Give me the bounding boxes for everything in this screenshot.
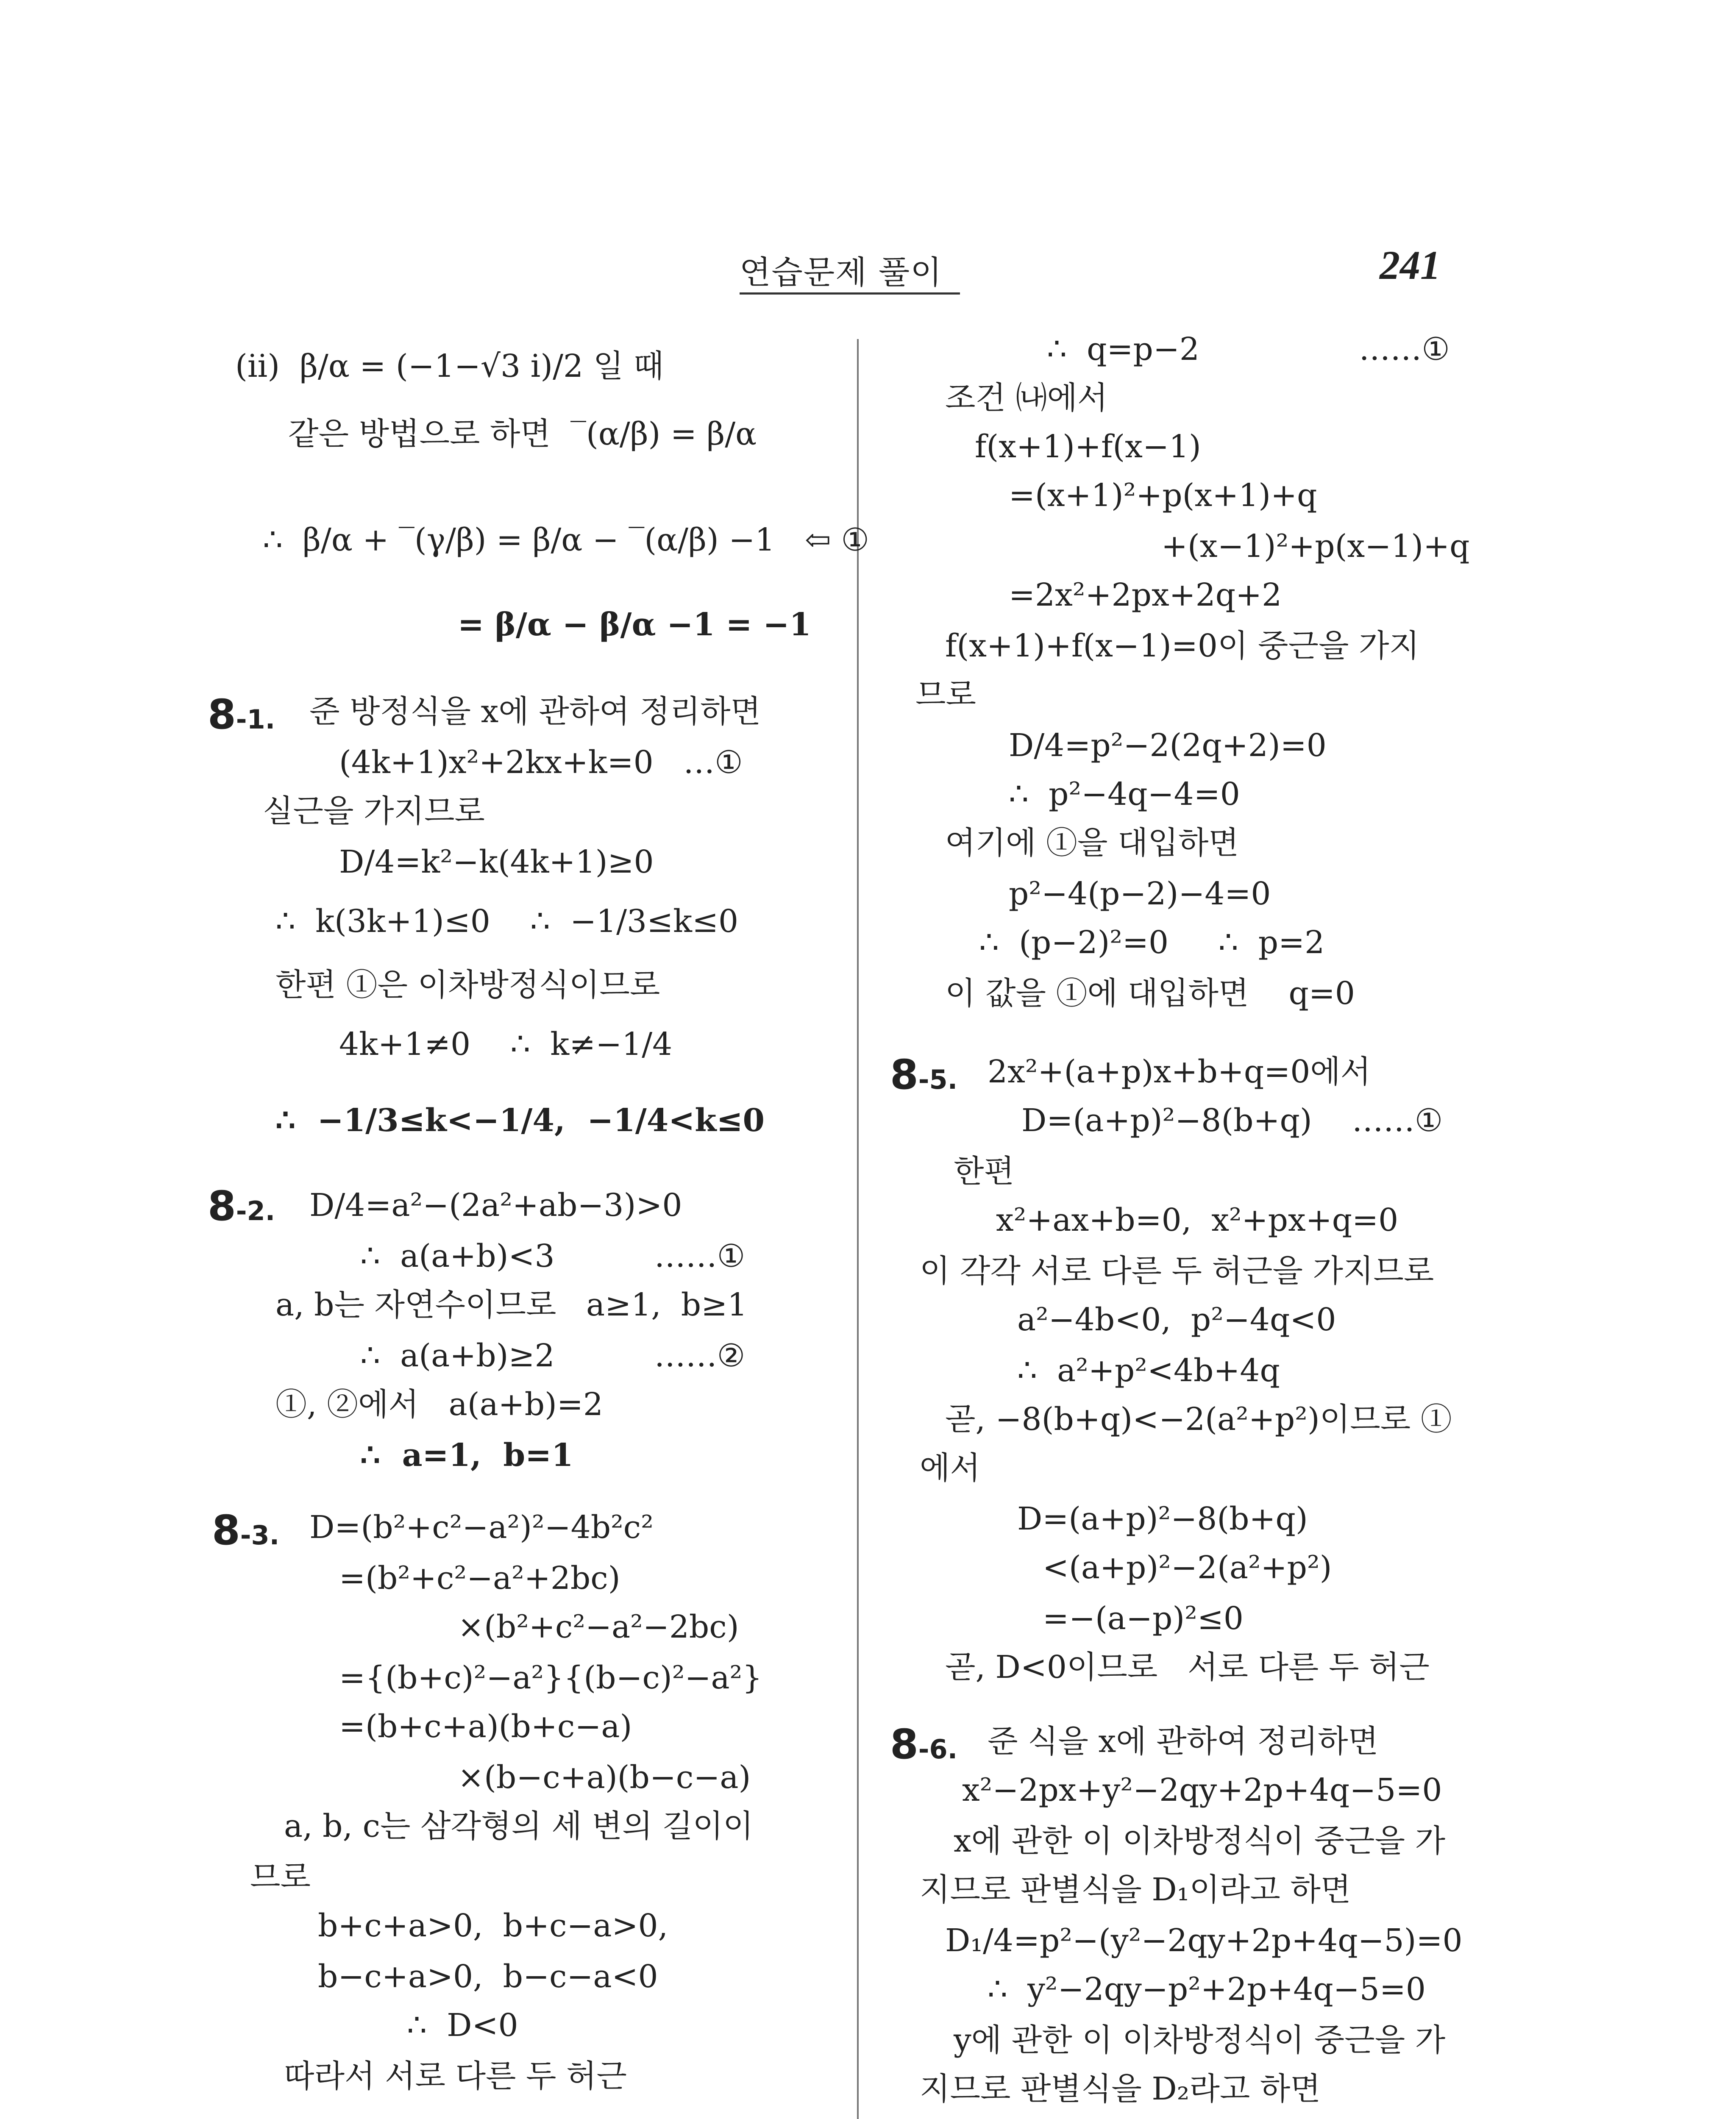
- problem-subnumber: -3.: [240, 1520, 280, 1551]
- problem-subnumber: -5.: [918, 1064, 958, 1095]
- solution-line: 므로: [250, 1859, 311, 1895]
- solution-line: ×(b²+c²−a²−2bc): [458, 1609, 739, 1645]
- solution-line: f(x+1)+f(x−1)=0이 중근을 가지: [945, 628, 1419, 664]
- problem-label-8-2: [208, 1182, 275, 1230]
- solution-line: ∴ a(a+b)≥2 ……②: [360, 1338, 746, 1374]
- solution-line: f(x+1)+f(x−1): [975, 428, 1201, 465]
- solution-line: ∴ y²−2qy−p²+2p+4q−5=0: [988, 1971, 1426, 2008]
- solution-line: 한편 ①은 이차방정식이므로: [275, 967, 660, 1003]
- solution-line: ∴ p²−4q−4=0: [1009, 776, 1240, 812]
- solution-line: ∴ a²+p²<4b+4q: [1017, 1352, 1280, 1389]
- solution-line: 조건 ㈏에서: [945, 380, 1108, 416]
- page-number: 241: [1380, 242, 1441, 288]
- solution-line: ∴ −1/3≤k<−1/4, −1/4<k≤0: [275, 1102, 765, 1139]
- problem-number: 8: [208, 691, 236, 738]
- solution-line: 같은 방법으로 하면 ‾(α/β) = β/α: [288, 416, 757, 452]
- solution-line: ①, ②에서 a(a+b)=2: [275, 1386, 604, 1423]
- solution-line: a, b는 자연수이므로 a≥1, b≥1: [275, 1287, 748, 1323]
- solution-line: 실근을 가지므로: [263, 793, 485, 829]
- solution-line: 곧, D<0이므로 서로 다른 두 허근: [945, 1649, 1430, 1685]
- solution-line: ={(b+c)²−a²}{(b−c)²−a²}: [339, 1660, 762, 1696]
- solution-line: 한편: [954, 1153, 1014, 1190]
- solution-line: ×(b−c+a)(b−c−a): [458, 1759, 751, 1796]
- solution-line: D₁/4=p²−(y²−2qy+2p+4q−5)=0: [945, 1922, 1463, 1959]
- solution-line: x에 관한 이 이차방정식이 중근을 가: [954, 1823, 1446, 1859]
- solution-line: ∴ a=1, b=1: [360, 1437, 573, 1474]
- problem-number: 8: [890, 1051, 918, 1098]
- problem-subnumber: -1.: [236, 704, 275, 735]
- solution-line: a²−4b<0, p²−4q<0: [1017, 1301, 1336, 1338]
- solution-line: 4k+1≠0 ∴ k≠−1/4: [339, 1026, 673, 1062]
- solution-line: b−c+a>0, b−c−a<0: [318, 1958, 658, 1995]
- problem-number: 8: [208, 1182, 236, 1230]
- problem-label-8-5: [890, 1051, 957, 1098]
- problem-label-8-1: [208, 691, 275, 738]
- problem-subnumber: -6.: [918, 1734, 958, 1765]
- solution-line: 여기에 ①을 대입하면: [945, 825, 1239, 861]
- solution-line: =(b²+c²−a²+2bc): [339, 1560, 620, 1596]
- solution-line: <(a+p)²−2(a²+p²): [1043, 1549, 1332, 1586]
- solution-line: x²+ax+b=0, x²+px+q=0: [996, 1202, 1399, 1238]
- problem-number: 8: [212, 1507, 240, 1554]
- solution-line: =−(a−p)²≤0: [1043, 1600, 1244, 1637]
- solution-line: 준 방정식을 x에 관하여 정리하면: [309, 693, 761, 730]
- solution-line: (4k+1)x²+2kx+k=0 …①: [339, 744, 743, 781]
- solution-line: D/4=k²−k(4k+1)≥0: [339, 844, 654, 880]
- problem-number: 8: [890, 1721, 918, 1768]
- solution-line: ∴ β/α + ‾(γ/β) = β/α − ‾(α/β) −1 ⇦ ①: [263, 522, 869, 558]
- solution-line: y에 관한 이 이차방정식이 중근을 가: [954, 2022, 1446, 2058]
- solution-line: 지므로 판별식을 D₂라고 하면: [920, 2071, 1321, 2107]
- solution-line: D/4=p²−2(2q+2)=0: [1009, 727, 1327, 764]
- solution-line: ∴ q=p−2 ……①: [1047, 331, 1450, 367]
- solution-line: 지므로 판별식을 D₁이라고 하면: [920, 1872, 1351, 1908]
- solution-line: D=(b²+c²−a²)²−4b²c²: [309, 1509, 654, 1546]
- solution-line: D=(a+p)²−8(b+q) ……①: [1021, 1102, 1443, 1139]
- solution-line: 에서: [920, 1450, 980, 1486]
- solution-line: +(x−1)²+p(x−1)+q: [1161, 528, 1470, 565]
- solution-line: 준 식을 x에 관하여 정리하면: [988, 1723, 1379, 1760]
- solution-line: 이 각각 서로 다른 두 허근을 가지므로: [920, 1253, 1434, 1289]
- solution-line: (ii) β/α = (−1−√3 i)/2 일 때: [235, 348, 664, 384]
- solution-line: 므로: [915, 676, 976, 713]
- solution-line: ∴ k(3k+1)≤0 ∴ −1/3≤k≤0: [275, 903, 739, 940]
- solution-line: p²−4(p−2)−4=0: [1009, 876, 1271, 912]
- solution-line: 따라서 서로 다른 두 허근: [284, 2058, 627, 2094]
- solution-line: D=(a+p)²−8(b+q): [1017, 1501, 1308, 1537]
- solution-line: b+c+a>0, b+c−a>0,: [318, 1908, 668, 1944]
- solution-line: =2x²+2px+2q+2: [1009, 577, 1282, 613]
- solution-line: =(b+c+a)(b+c−a): [339, 1708, 632, 1745]
- solution-line: 곧, −8(b+q)<−2(a²+p²)이므로 ①: [945, 1401, 1452, 1438]
- solution-line: D/4=a²−(2a²+ab−3)>0: [309, 1187, 682, 1224]
- solution-line: a, b, c는 삼각형의 세 변의 길이이: [284, 1808, 754, 1844]
- solution-line: 이 값을 ①에 대입하면 q=0: [945, 975, 1355, 1012]
- column-divider: [857, 339, 859, 2119]
- solution-line: =(x+1)²+p(x+1)+q: [1009, 477, 1317, 514]
- solution-line: x²−2px+y²−2qy+2p+4q−5=0: [962, 1772, 1442, 1808]
- solution-line: = β/α − β/α −1 = −1: [458, 606, 811, 643]
- header-underline: [740, 292, 960, 295]
- solution-line: ∴ (p−2)²=0 ∴ p=2: [979, 924, 1325, 961]
- running-header: 연습문제 풀이: [740, 253, 943, 291]
- problem-subnumber: -2.: [236, 1196, 275, 1226]
- solution-line: ∴ a(a+b)<3 ……①: [360, 1238, 746, 1274]
- problem-label-8-3: [212, 1507, 279, 1554]
- solution-line: 2x²+(a+p)x+b+q=0에서: [988, 1054, 1371, 1090]
- solution-line: ∴ D<0: [407, 2007, 518, 2044]
- problem-label-8-6: [890, 1721, 957, 1768]
